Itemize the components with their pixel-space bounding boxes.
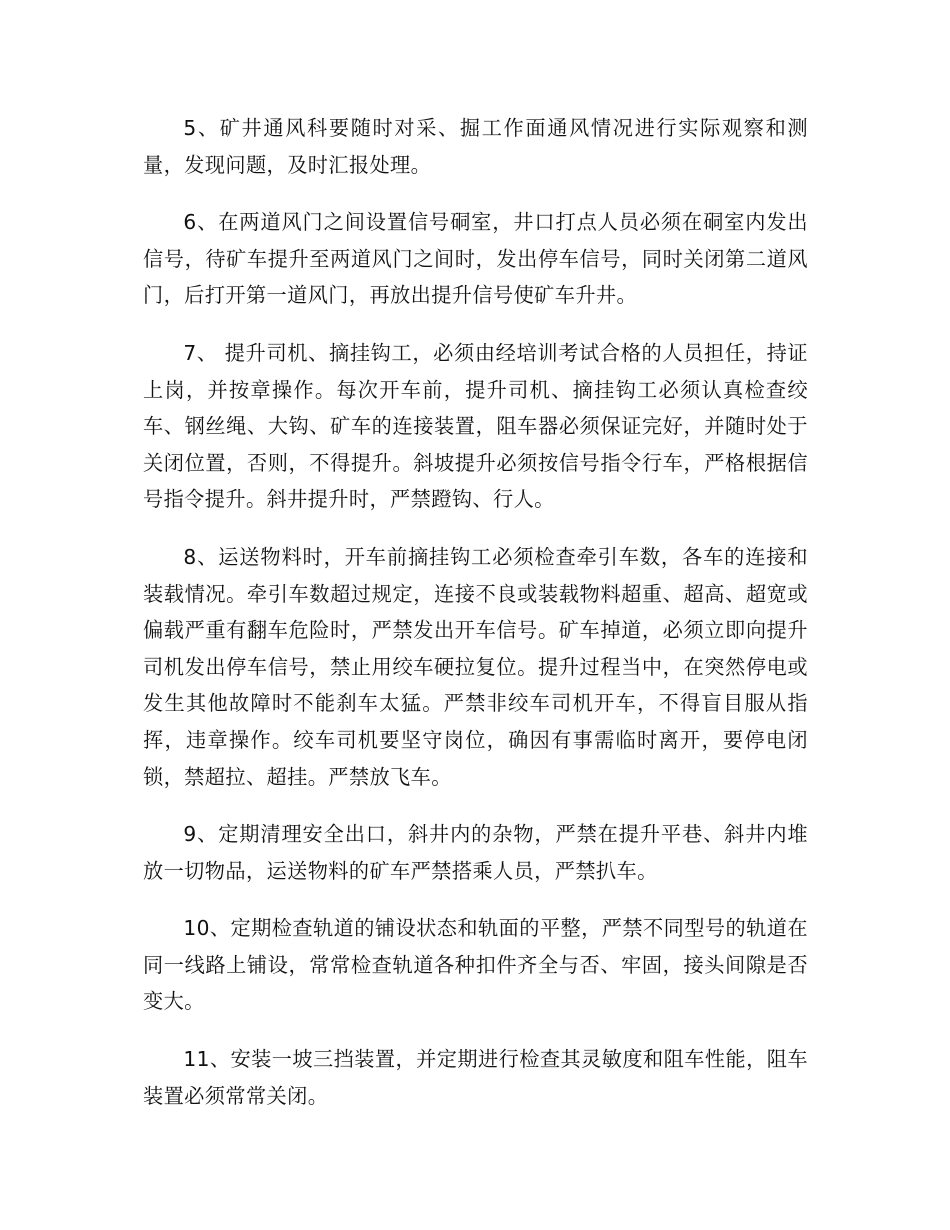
paragraph-item-6: 6、在两道风门之间设置信号硐室，井口打点人员必须在硐室内发出信号，待矿车提升至两道风门之间时，发出停车信号，同时关闭第二道风门，后打开第一道风门，再放出提升信号使矿车升井。 — [143, 210, 808, 308]
paragraph-item-9: 9、定期清理安全出口，斜井内的杂物，严禁在提升平巷、斜井内堆放一切物品，运送物料的矿车严禁搭乘人员，严禁扒车。 — [143, 822, 808, 883]
document-body — [143, 110, 808, 1135]
paragraph-item-10: 10、定期检查轨道的铺设状态和轨面的平整，严禁不同型号的轨道在同一线路上铺设，常常检查轨道各种扣件齐全与否、牢固，接头间隙是否变大。 — [143, 916, 808, 1014]
paragraph-item-8: 8、运送物料时，开车前摘挂钩工必须检查牵引车数，各车的连接和装载情况。牵引车数超过规定，连接不良或装载物料超重、超高、超宽或偏载严重有翻车危险时，严禁发出开车信号。矿车掉道，必须立即向提升司机发出停车信号，禁止用绞车硬拉复位。提升过程当中，在突然停电或发生其他故障时不能刹车太猛。严禁非绞车司机开车，不得盲目服从指挥，违章操作。绞车司机要坚守岗位，确因有事需临时离开，要停电闭锁，禁超拉、超挂。严禁放飞车。 — [143, 544, 808, 789]
paragraph-item-5: 5、矿井通风科要随时对采、掘工作面通风情况进行实际观察和测量，发现问题，及时汇报处理。 — [143, 116, 808, 177]
paragraph-item-7: 7、 提升司机、摘挂钩工，必须由经培训考试合格的人员担任，持证上岗，并按章操作。每次开车前，提升司机、摘挂钩工必须认真检查绞车、钢丝绳、大钩、矿车的连接装置，阻车器必须保证完好，并随时处于关闭位置，否则，不得提升。斜坡提升必须按信号指令行车，严格根据信号指令提升。斜井提升时，严禁蹬钩、行人。 — [143, 340, 808, 512]
paragraph-item-11: 11、安装一坡三挡装置，并定期进行检查其灵敏度和阻车性能，阻车装置必须常常关闭。 — [143, 1047, 808, 1108]
